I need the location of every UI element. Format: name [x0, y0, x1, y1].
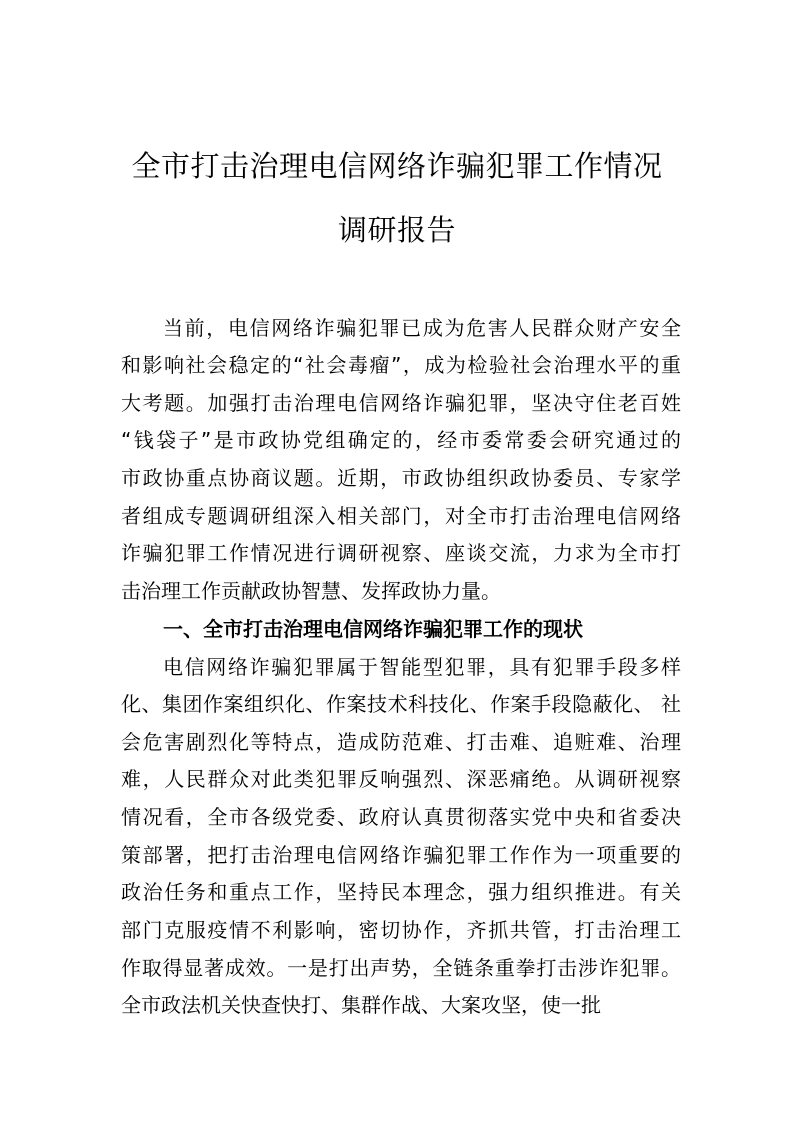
paragraph-2-line-3: 会危害剧烈化等特点，造成防范难、打击难、追赃难、治理 — [121, 730, 681, 754]
paragraph-2-line-1: 电信网络诈骗犯罪属于智能型犯罪，具有犯罪手段多样 — [163, 655, 681, 679]
paragraph-2-line-9: 作取得显著成效。一是打出声势，全链条重拳打击涉诈犯罪。 — [121, 956, 681, 980]
paragraph-2-line-4: 难，人民群众对此类犯罪反响强烈、深恶痛绝。从调研视察 — [121, 767, 681, 791]
paragraph-1-line-5: 市政协重点协商议题。近期，市政协组织政协委员、专家学 — [121, 466, 681, 490]
paragraph-2-line-6: 策部署，把打击治理电信网络诈骗犯罪工作作为一项重要的 — [121, 843, 681, 867]
document-title-line-1: 全市打击治理电信网络诈骗犯罪工作情况 — [131, 149, 663, 183]
paragraph-1-line-6: 者组成专题调研组深入相关部门，对全市打击治理电信网络 — [121, 504, 681, 528]
paragraph-1-line-3: 大考题。加强打击治理电信网络诈骗犯罪，坚决守住老百姓 — [121, 391, 681, 415]
paragraph-1-line-8: 击治理工作贡献政协智慧、发挥政协力量。 — [121, 579, 501, 603]
paragraph-2-line-2: 化、集团作案组织化、作案技术科技化、作案手段隐蔽化、 社 — [121, 692, 681, 716]
paragraph-1-line-1: 当前，电信网络诈骗犯罪已成为危害人民群众财产安全 — [163, 316, 681, 340]
paragraph-2-line-5: 情况看，全市各级党委、政府认真贯彻落实党中央和省委决 — [121, 805, 681, 829]
paragraph-2-line-10: 全市政法机关快查快打、集群作战、大案攻坚，使一批 — [121, 993, 601, 1017]
paragraph-2-line-7: 政治任务和重点工作，坚持民本理念，强力组织推进。有关 — [121, 880, 681, 904]
paragraph-1-line-2: 和影响社会稳定的“社会毒瘤”，成为检验社会治理水平的重 — [121, 353, 681, 377]
paragraph-2-line-8: 部门克服疫情不利影响，密切协作，齐抓共管，打击治理工 — [121, 918, 681, 942]
paragraph-1-line-7: 诈骗犯罪工作情况进行调研视察、座谈交流，力求为全市打 — [121, 541, 681, 565]
section-heading-1: 一、全市打击治理电信网络诈骗犯罪工作的现状 — [163, 617, 583, 641]
document-title-line-2: 调研报告 — [337, 213, 456, 247]
paragraph-1-line-4: “钱袋子”是市政协党组确定的，经市委常委会研究通过的 — [121, 428, 681, 452]
